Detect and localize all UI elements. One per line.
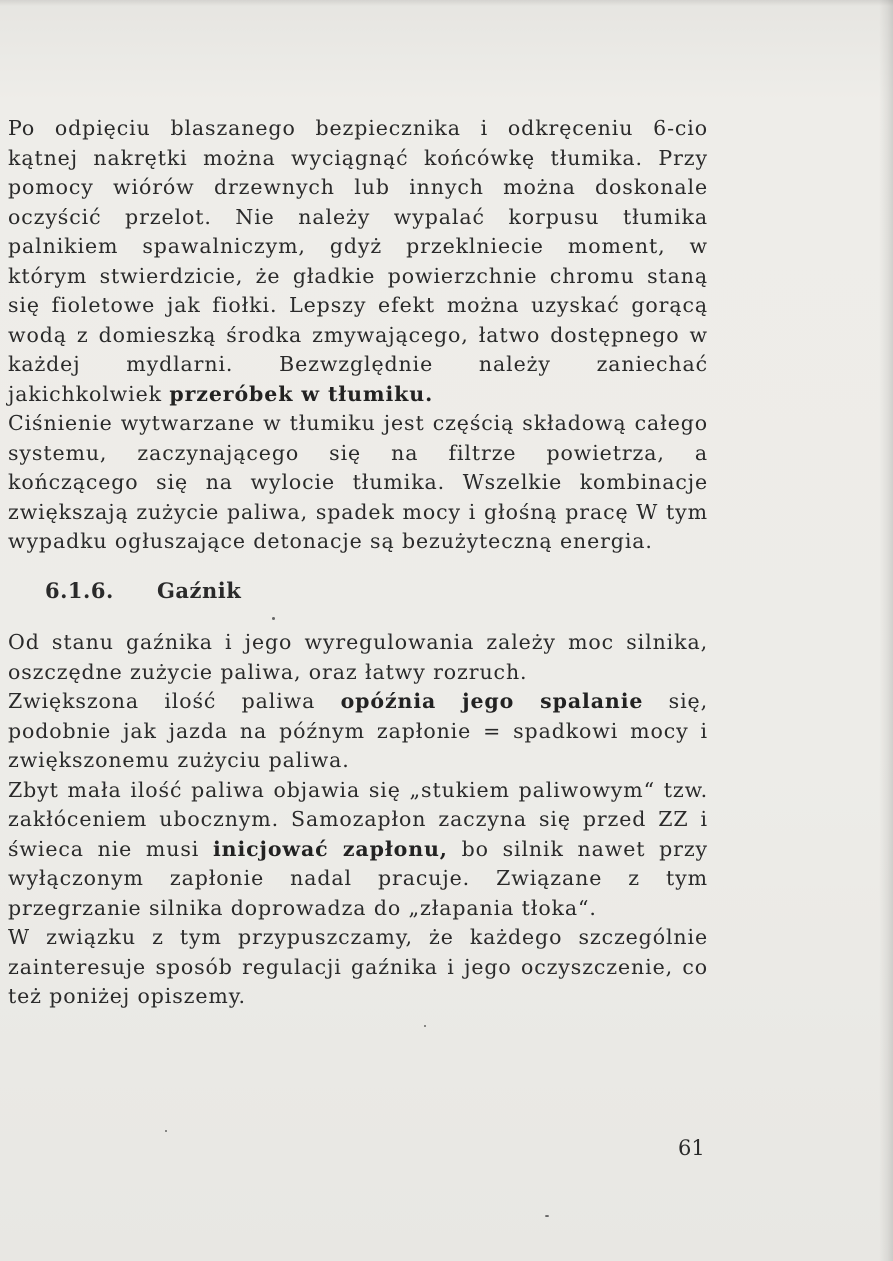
scan-speck [424,1025,426,1027]
text-segment: bo silnik nawet przy wyłączonym zapłonie nadal pracuje. Związane z tym przegrzanie silnika doprowadza do „złapania tłoka“. [8,836,708,920]
paragraph [8,409,708,557]
section-heading [45,576,708,606]
scan-shadow-top [0,0,893,6]
intro-paragraphs [8,114,708,557]
scan-speck [165,1130,167,1132]
bold-text-segment: przeróbek w tłumiku. [169,381,434,406]
paragraph [8,923,708,1012]
bold-text-segment: opóźnia jego spalanie [340,689,644,713]
paragraph [8,776,708,924]
paragraph [8,628,708,687]
text-segment: Po odpięciu blaszanego bezpiecznika i odkręceniu 6-cio kątnej nakrętki można wyciągnąć końcówkę tłumika. Przy pomocy wiórów drzewnych lub innych można doskonale oczyścić przelot. Nie należy wypalać korpusu tłumika palnikiem spawalniczym, gdyż przeklniecie moment, w którym stwierdzicie, że gładkie powierzchnie chromu staną się fioletowe jak fiołki. Lepszy efekt można uzyskać gorącą wodą z domieszką środka zmywającego, łatwo dostępnego w każdej mydlarni. Bezwzględnie należy zaniechać jakichkolwiek [8,116,708,406]
page-number: 61 [678,1136,705,1160]
scan-shadow-right [879,0,893,1261]
page-body-text [8,114,708,1012]
text-segment: Zbyt mała ilość paliwa objawia się „stukiem paliwowym“ tzw. zakłóceniem ubocznym. Samozapłon zaczyna się przed ZZ i świeca nie musi [8,777,708,861]
paragraph [8,687,708,776]
section-paragraphs [8,628,708,1012]
text-segment: się, podobnie jak jazda na późnym zapłonie = spadkowi mocy i zwiększonemu zużyciu paliwa. [8,689,709,772]
paragraph [8,114,708,409]
text-segment: Zwiększona ilość paliwa [8,689,341,713]
scan-speck [272,617,275,620]
section-title: Gaźnik [157,577,242,603]
bold-text-segment: inicjować zapłonu, [212,836,448,861]
section-number: 6.1.6. [45,577,114,603]
text-segment: Ciśnienie wytwarzane w tłumiku jest częścią składową całego systemu, zaczynającego się na filtrze powietrza, a kończącego się na wylocie tłumika. Wszelkie kombinacje zwiększają zużycie paliwa, spadek mocy i głośną pracę W tym wypadku ogłuszające detonacje są bezużyteczną energia. [8,411,708,553]
text-segment: Od stanu gaźnika i jego wyregulowania zależy moc silnika, oszczędne zużycie paliwa, oraz łatwy rozruch. [8,630,708,684]
scan-speck [545,1215,549,1217]
text-segment: W związku z tym przypuszczamy, że każdego szczególnie zainteresuje sposób regulacji gaźnika i jego oczyszczenie, co też poniżej opiszemy. [8,925,708,1008]
